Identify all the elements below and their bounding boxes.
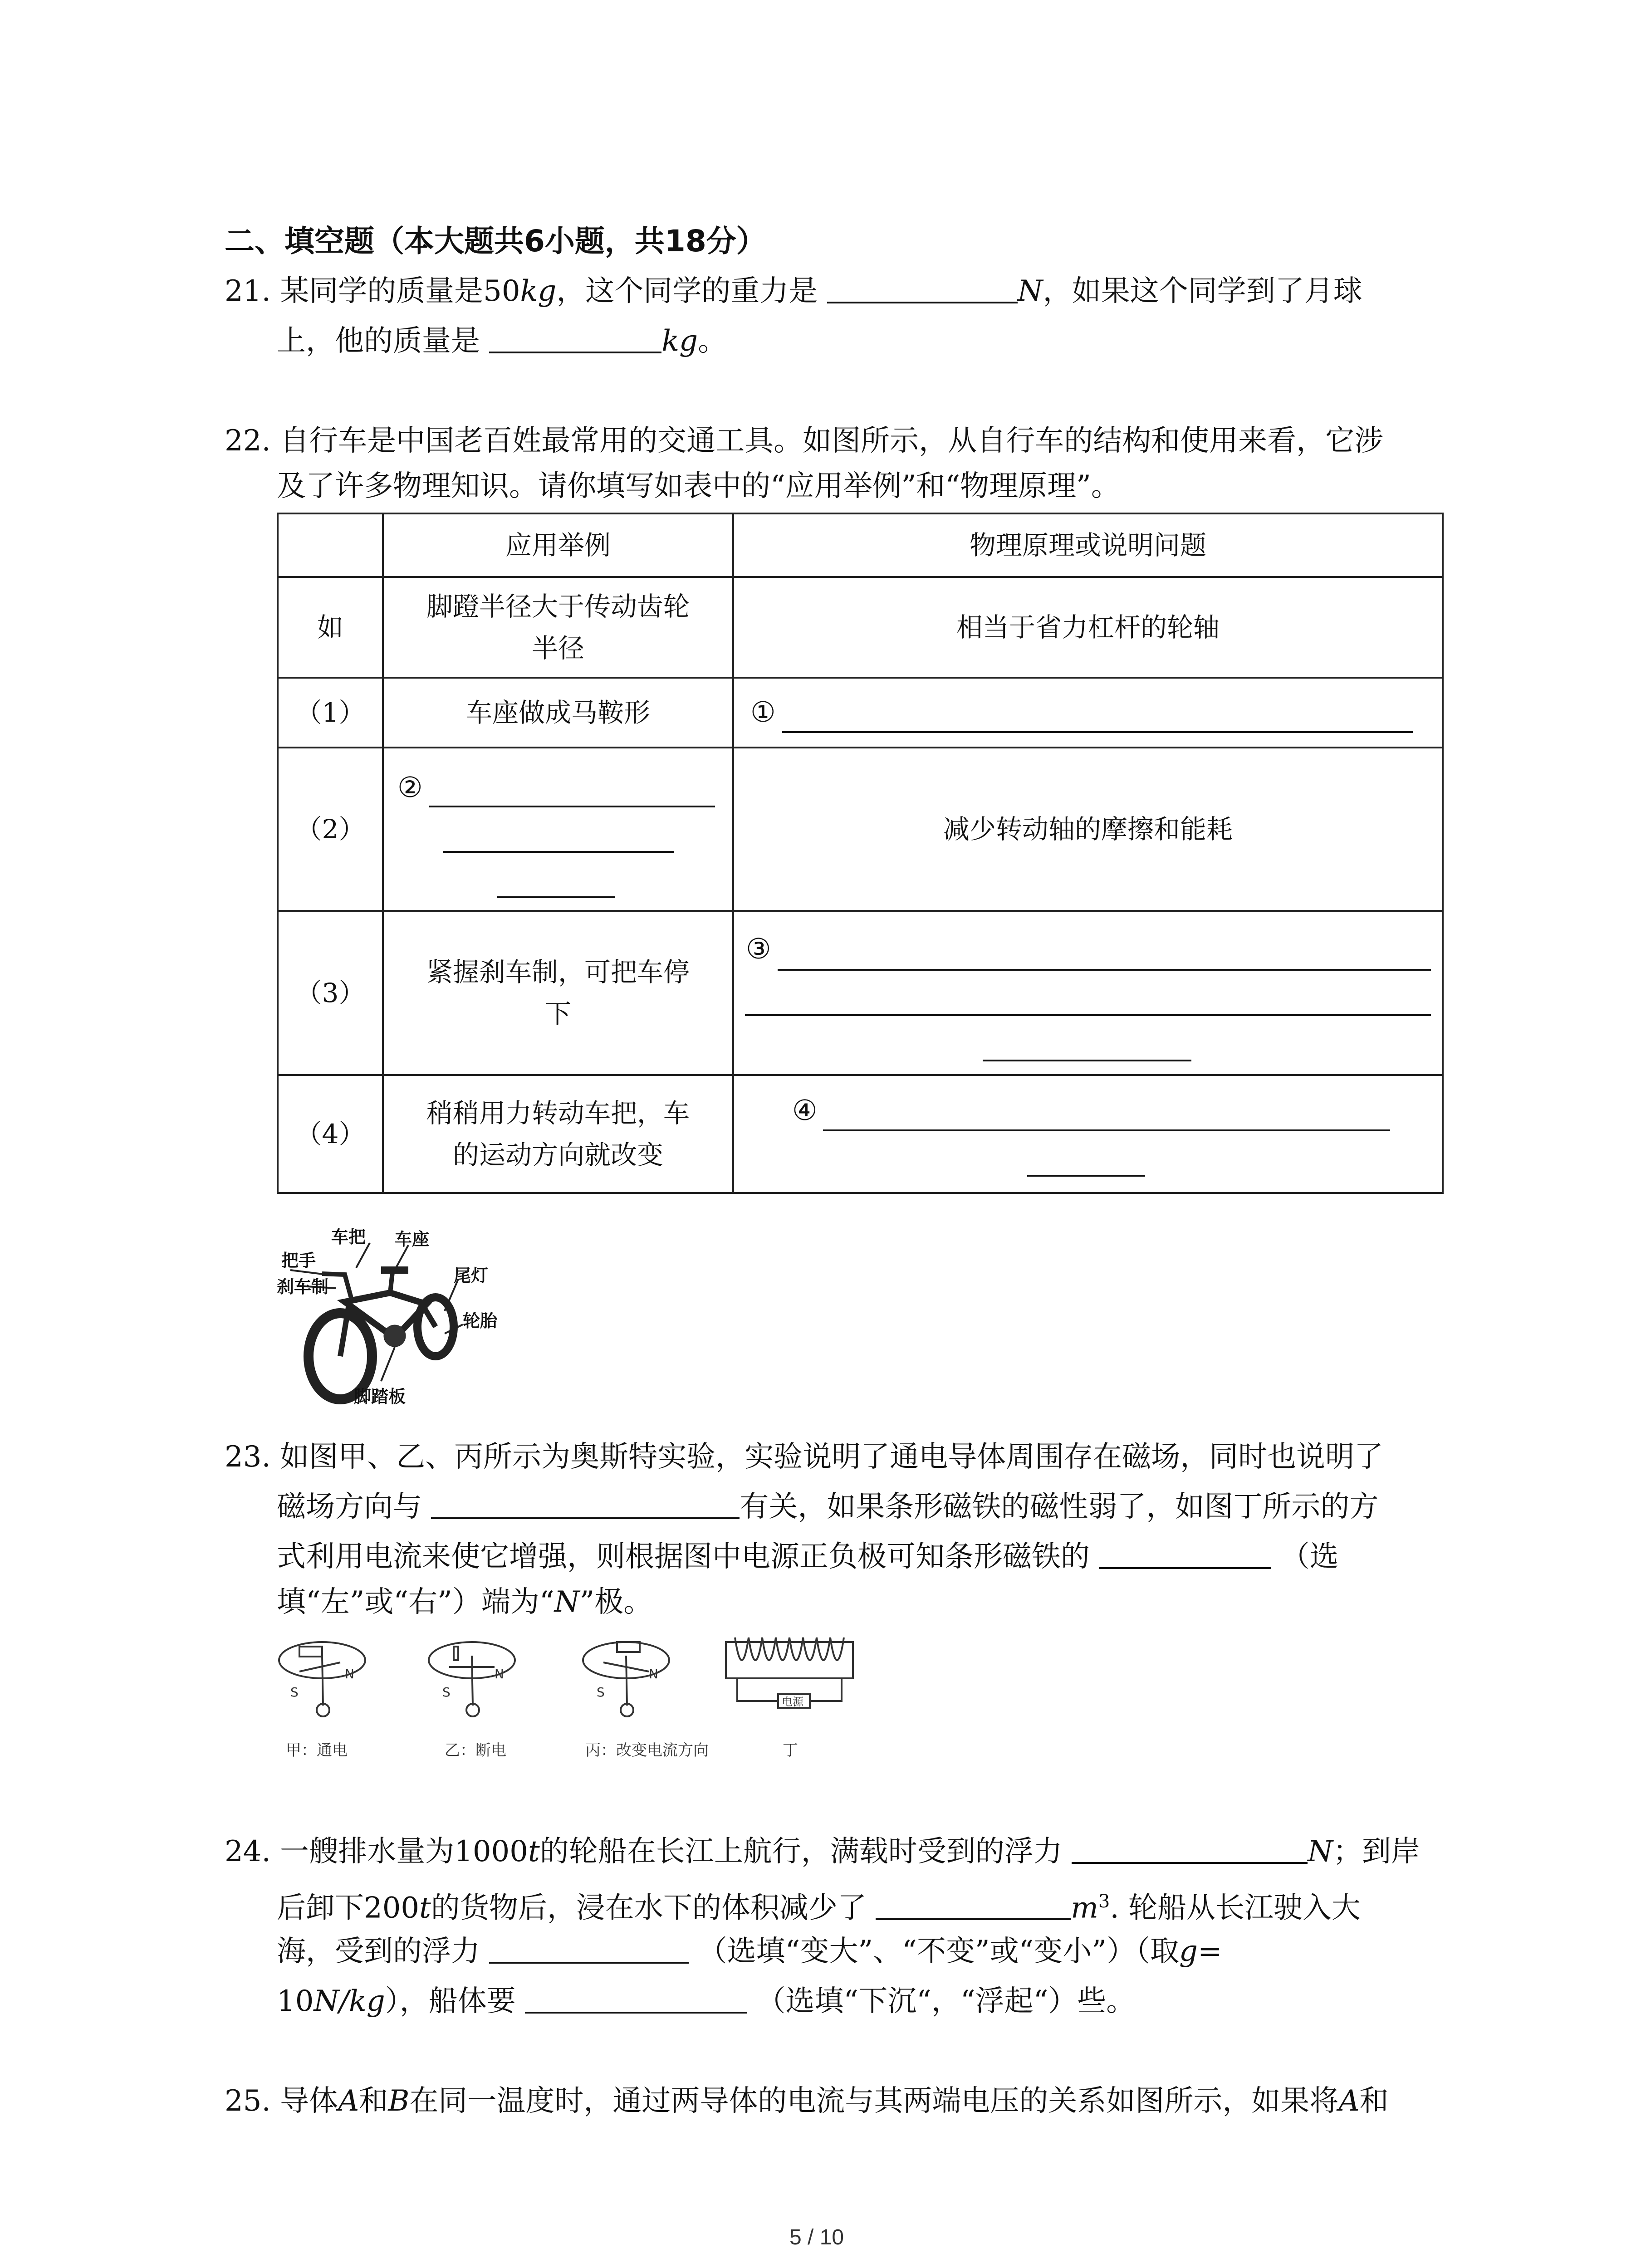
q23-text-c: 式利用电流来使它增强，则根据图中电源正负极可知条形磁铁的 [277, 1540, 1090, 1574]
bike-label-pedal: 脚踏板 [354, 1387, 406, 1406]
table-row0-example [383, 577, 733, 678]
q24-text-d: 后卸下200 [277, 1891, 420, 1925]
q23-N: N [554, 1585, 580, 1619]
bike-label-taillight: 尾灯 [454, 1266, 489, 1286]
q24-unit-m: m [1071, 1891, 1098, 1925]
q24-sup-3: 3 [1098, 1891, 1110, 1912]
answer-blank-2b[interactable] [443, 849, 674, 853]
circle-3-mark: ③ [746, 932, 771, 965]
table-row2-example [383, 748, 733, 911]
circle-1-mark: ① [750, 695, 776, 728]
q22-line1: 22. 自行车是中国老百姓最常用的交通工具。如图所示，从自行车的结构和使用来看，它涉 [225, 424, 1384, 458]
q21-unit-N: N [1017, 274, 1043, 308]
caption-yi: 乙：断电 [445, 1741, 506, 1760]
q25-A: A [338, 2084, 359, 2118]
q24-buoyancy-blank[interactable] [1072, 1828, 1308, 1864]
q23-text-d: （选 [1280, 1540, 1339, 1574]
table-row0-principle: 相当于省力杠杆的轮轴 [733, 577, 1443, 678]
q23-line1: 23. 如图甲、乙、丙所示为奥斯特实验，实验说明了通电导体周围存在磁场，同时也说明了 [225, 1440, 1384, 1474]
table-row-example [278, 577, 1443, 678]
q25-A2: A [1338, 2084, 1360, 2118]
q23-pole-blank[interactable] [1099, 1534, 1271, 1569]
q21-mass-blank[interactable] [489, 318, 661, 353]
answer-blank-3c[interactable] [983, 1058, 1191, 1061]
answer-blank-4a[interactable] [823, 1128, 1390, 1131]
q23-line4 [277, 1579, 652, 1626]
q24-text-i: 10 [277, 1984, 314, 2018]
q24-g: g [1179, 1935, 1198, 1968]
bike-label-seat: 车座 [395, 1229, 430, 1249]
row3-example-line2: 下 [544, 998, 571, 1029]
q25-B: B [388, 2084, 410, 2118]
caption-jia: 甲：通电 [286, 1741, 348, 1760]
q21-text-a: 21. 某同学的质量是50 [225, 274, 520, 308]
table-row1-principle [733, 678, 1443, 748]
circle-4-mark: ④ [792, 1094, 818, 1127]
table-row-2 [278, 748, 1443, 911]
table-row4-principle [733, 1075, 1443, 1193]
table-row3-example [383, 911, 733, 1075]
q24-eq: = [1197, 1935, 1222, 1968]
q25-text-c: 在同一温度时，通过两导体的电流与其两端电压的关系如图所示，如果将 [409, 2084, 1339, 2118]
q23-text-b: 有关，如果条形磁铁的磁性弱了，如图丁所示的方 [740, 1490, 1379, 1524]
q23-text-a: 磁场方向与 [277, 1490, 422, 1524]
bicycle-illustration [272, 1225, 508, 1406]
answer-blank-3a[interactable] [778, 967, 1431, 971]
q25-text-d: 和 [1359, 2084, 1389, 2118]
section-title: 二、填空题（本大题共6小题，共18分） [225, 224, 766, 259]
answer-blank-2c[interactable] [497, 894, 615, 898]
q21-text-d: 上，他的质量是 [277, 324, 480, 358]
q24-volume-blank[interactable] [876, 1885, 1071, 1920]
pole-s-2: S [442, 1685, 451, 1700]
q21-text-c: ，如果这个同学到了月球 [1043, 274, 1362, 308]
q21-unit-kg: kg [520, 274, 557, 308]
table-row4-label: （4） [278, 1075, 383, 1193]
q24-text-h: （选填“变大”、“不变”或“变小”）（取 [698, 1935, 1179, 1968]
q24-line4 [277, 1978, 1135, 2025]
q25-line1 [225, 2077, 1389, 2125]
bicycle-figure [272, 1225, 508, 1406]
bike-label-handlebar: 车把 [331, 1227, 366, 1247]
pole-n-3: N [649, 1667, 658, 1681]
table-row3-label: （3） [278, 911, 383, 1075]
q21-gravity-blank[interactable] [827, 268, 1018, 303]
q24-line3 [277, 1928, 1222, 1975]
pole-s-3: S [597, 1685, 605, 1700]
table-row2-principle: 减少转动轴的摩擦和能耗 [733, 748, 1443, 911]
q22-line2: 及了许多物理知识。请你填写如表中的“应用举例”和“物理原理”。 [277, 469, 1120, 503]
table-row4-example [383, 1075, 733, 1193]
q21-text-b: ，这个同学的重力是 [556, 274, 818, 308]
row4-example-line2: 的运动方向就改变 [452, 1139, 663, 1170]
q23-direction-blank[interactable] [431, 1484, 740, 1519]
q25-text-a: 25. 导体 [225, 2084, 338, 2118]
q23-text-f: ”极。 [579, 1585, 653, 1619]
table-head-principle: 物理原理或说明问题 [733, 513, 1443, 577]
answer-blank-3b[interactable] [745, 1012, 1431, 1016]
row0-example-line1: 脚蹬半径大于传动齿轮 [426, 591, 690, 622]
row0-example-line2: 半径 [531, 633, 584, 664]
table-row-header [278, 513, 1443, 577]
q24-text-e: 的货物后，浸在水下的体积减少了 [431, 1891, 867, 1925]
table-row2-label: （2） [278, 748, 383, 911]
circle-2-mark: ② [397, 771, 423, 804]
table-row-3 [278, 911, 1443, 1075]
table-row3-principle [733, 911, 1443, 1075]
table-row1-label: （1） [278, 678, 383, 748]
q23-text-e: 填“左”或“右”）端为“ [277, 1585, 554, 1619]
q22-table [277, 513, 1444, 1194]
q21-line1 [225, 268, 1362, 315]
table-head-example: 应用举例 [383, 513, 733, 577]
q24-text-b: 的轮船在长江上航行，满载时受到的浮力 [539, 1835, 1063, 1868]
caption-bing: 丙：改变电流方向 [585, 1741, 709, 1760]
q24-unit-N: N [1308, 1835, 1333, 1868]
pole-n-1: N [345, 1667, 354, 1681]
q24-text-g: 海，受到的浮力 [277, 1935, 480, 1968]
q24-line2 [277, 1878, 1361, 1931]
row3-example-line1: 紧握刹车制，可把车停 [426, 957, 690, 987]
oersted-illustration [272, 1628, 862, 1765]
page-number: 5 / 10 [789, 2225, 844, 2249]
q23-line3 [277, 1533, 1339, 1580]
q24-text-c: ；到岸 [1333, 1835, 1421, 1868]
q21-unit-kg2: kg [661, 324, 698, 358]
pole-n-2: N [495, 1667, 504, 1681]
table-row-1 [278, 678, 1443, 748]
table-row-4 [278, 1075, 1443, 1193]
q23-line2 [277, 1483, 1378, 1530]
q24-unit-t2: t [419, 1891, 431, 1925]
bike-label-handle: 把手 [281, 1251, 316, 1271]
pole-s-1: S [290, 1685, 299, 1700]
q24-text-j: ），船体要 [385, 1984, 516, 2018]
bike-label-brake: 刹车制 [277, 1277, 329, 1297]
table-row0-label: 如 [278, 577, 383, 678]
q24-text-f: . 轮船从长江驶入大 [1110, 1891, 1361, 1925]
answer-blank-1[interactable] [782, 729, 1413, 733]
q24-change-blank[interactable] [489, 1928, 689, 1964]
caption-ding: 丁 [783, 1741, 798, 1760]
power-source-label: 电源 [782, 1696, 803, 1708]
q21-line2 [277, 318, 727, 365]
q21-end: 。 [698, 324, 727, 358]
table-row1-example: 车座做成马鞍形 [383, 678, 733, 748]
bike-label-tire: 轮胎 [463, 1311, 498, 1331]
q24-text-a: 24. 一艘排水量为1000 [225, 1835, 528, 1868]
oersted-figures [272, 1628, 862, 1765]
q24-line1 [225, 1828, 1420, 1875]
q24-unit-nkg: N/kg [314, 1984, 385, 2018]
row4-example-line1: 稍稍用力转动车把，车 [426, 1098, 690, 1129]
q24-sink-blank[interactable] [525, 1978, 747, 2014]
q24-unit-t: t [528, 1835, 540, 1868]
q24-text-k: （选填“下沉“，“浮起“）些。 [756, 1984, 1136, 2018]
q25-text-b: 和 [359, 2084, 388, 2118]
answer-blank-4b[interactable] [1027, 1173, 1145, 1177]
table-cell-empty [278, 513, 383, 577]
answer-blank-2a[interactable] [429, 804, 715, 807]
